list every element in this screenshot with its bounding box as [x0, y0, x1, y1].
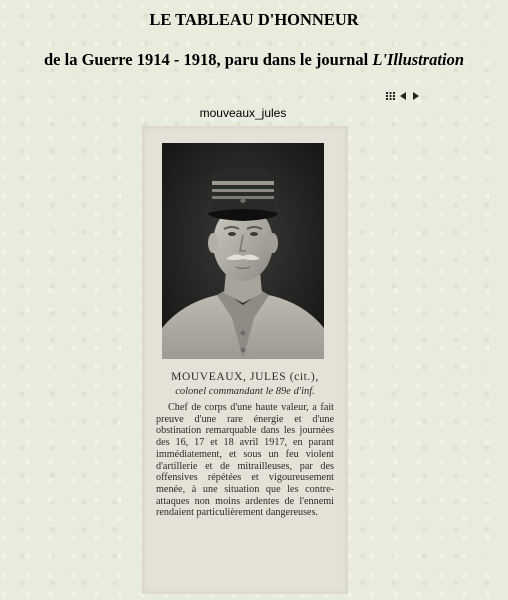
image-caption: mouveaux_jules — [199, 106, 287, 120]
next-arrow-icon[interactable] — [411, 91, 421, 101]
page-title: LE TABLEAU D'HONNEUR — [149, 10, 359, 29]
citation-text: Chef de corps d'une haute valeur, a fait preuve d'une rare énergie et d'une obstination remarquable dans les journées des 16, 17 et 18 avril 1917, en parant immédiatement, et sous un feu violent d'artillerie et de mitrailleuses, par des offensives répétées et vigoureusement menée, à une situation que les contre-attaques non moins ardentes de l'ennemi rendaient particulièrement dangereuses. — [156, 402, 334, 519]
page-subtitle — [0, 50, 508, 70]
newspaper-clipping — [142, 126, 348, 594]
clipping-text — [156, 370, 334, 519]
journal-name: L'Illustration — [372, 50, 465, 69]
subtitle-text: de la Guerre 1914 - 1918, paru dans le journal — [43, 50, 373, 69]
prev-arrow-icon[interactable] — [398, 91, 408, 101]
navigation-controls — [385, 91, 421, 101]
grid-icon[interactable] — [385, 91, 395, 101]
person-rank: colonel commandant le 89e d'inf. — [175, 386, 315, 397]
person-name: MOUVEAUX, JULES (cit.), — [171, 371, 319, 383]
portrait-photo — [162, 143, 324, 359]
